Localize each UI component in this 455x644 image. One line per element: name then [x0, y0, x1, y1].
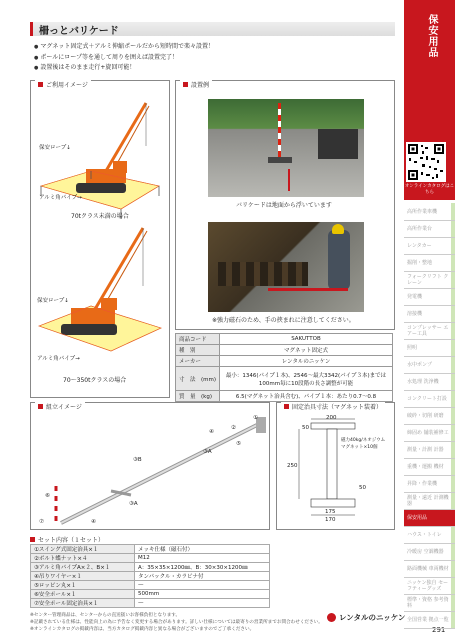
- dim-label: 200: [326, 415, 337, 421]
- set-value: 500mm: [135, 590, 270, 599]
- spec-value: 6.5(マグネット治具含む)、パイプ１本：あたり0.7〜0.8: [220, 391, 393, 402]
- crane-illustration-small: [31, 91, 171, 226]
- feature-bullet: ● ポールにロープ等を通して周りを囲えば設置完了！: [34, 53, 374, 64]
- sidebar-item[interactable]: ニッケン独自 セーフティーグッズ: [404, 578, 455, 595]
- table-row: [31, 545, 270, 554]
- pipe-label: アルミ角パイプ→: [39, 195, 82, 201]
- nav-strip: [451, 221, 455, 237]
- set-value: —: [135, 599, 270, 608]
- sidebar-item[interactable]: 水処理 洗浄機: [404, 374, 455, 391]
- footnote: ※センター管理商品は、センターからの直送扱いお客様負担となります。: [30, 613, 181, 618]
- spec-value: マグネット固定式: [220, 345, 393, 356]
- sidebar-item-active[interactable]: 保安用品: [404, 510, 455, 527]
- spec-value: レンタルのニッケン: [220, 356, 393, 367]
- rope-label: 保安ロープ↓: [37, 298, 69, 304]
- nav-strip: [451, 272, 455, 288]
- sidebar-item[interactable]: 測量・計測 計器: [404, 442, 455, 459]
- install-photo-2: [208, 222, 364, 312]
- table-row: [31, 554, 270, 563]
- nav-strip: [451, 527, 455, 543]
- sidebar-item[interactable]: 掘削・整地: [404, 255, 455, 272]
- set-value: M12: [135, 554, 270, 563]
- set-item: ①スイング式固定治具×１: [31, 545, 135, 554]
- sidebar-item[interactable]: レンタカー: [404, 238, 455, 255]
- caption-small-crane: 70tクラス未満の場合: [71, 213, 129, 220]
- usage-heading: ご利用イメージ: [35, 80, 91, 89]
- nav-strip: [451, 289, 455, 305]
- sidebar-item[interactable]: 冷暖房 空調機器: [404, 544, 455, 561]
- sidebar-item[interactable]: 締固め 舗装補修工: [404, 425, 455, 442]
- qr-code[interactable]: [406, 142, 446, 182]
- nav-strip: [451, 408, 455, 424]
- set-item: ④吊りワイヤー×１: [31, 572, 135, 581]
- set-item: ②ボルト蝶ナット×４: [31, 554, 135, 563]
- sidebar-item[interactable]: 溶接機: [404, 306, 455, 323]
- assembly-label: ⑦: [39, 519, 44, 525]
- install-heading: 設置例: [180, 80, 212, 89]
- page-title: 柵っとバリケード: [39, 25, 119, 37]
- sidebar-item[interactable]: 路面機械 車両機材: [404, 561, 455, 578]
- set-table: [30, 544, 270, 608]
- install-caption-2: ※強力磁石のため、手の挟まれに注意してください。: [212, 317, 355, 324]
- install-panel: [175, 80, 395, 330]
- spec-key: 商品コード: [176, 334, 220, 345]
- table-row: [31, 599, 270, 608]
- spec-table: [175, 333, 393, 402]
- nav-strip: [451, 544, 455, 560]
- sidebar-item[interactable]: 重機・運搬 機材: [404, 459, 455, 476]
- page-number: 291: [432, 626, 446, 634]
- install-photo-1: [208, 99, 364, 197]
- assembly-label: ③A: [129, 501, 138, 507]
- feature-bullet: ● 設置後はそのまま走行+旋回可能！: [34, 63, 374, 74]
- assembly-label: ⑤: [236, 441, 241, 447]
- fixing-jig-panel: [276, 402, 395, 530]
- sidebar-item[interactable]: コンクリート打設: [404, 391, 455, 408]
- logo-mark-icon: [327, 613, 336, 622]
- nav-strip: [451, 459, 455, 475]
- sidebar-item[interactable]: 発電機: [404, 289, 455, 306]
- footnote: ※記載されている仕様は、性能向上の為に予告なく変更する場合があります。詳しい仕様については最寄りの営業所までお問合わせください。: [30, 620, 323, 625]
- page-title-bar: [30, 22, 395, 36]
- assembly-label: ⑥: [45, 493, 50, 499]
- usage-panel: [30, 80, 170, 398]
- spec-row: [176, 334, 393, 345]
- assembly-panel: [30, 402, 270, 530]
- nav-strip: [451, 340, 455, 356]
- category-title: 保安用品: [426, 14, 437, 58]
- table-row: [31, 590, 270, 599]
- nav-strip: [451, 476, 455, 492]
- sidebar-item[interactable]: 水中ポンプ: [404, 357, 455, 374]
- company-logo: [327, 612, 405, 623]
- footnote: ※オンラインカタログの掲載内容は、当方カタログ掲載内容と異なる場合がございますのでご了承ください。: [30, 627, 255, 632]
- feature-bullet: ● マグネット固定式＋アルミ伸縮ポールだから短時間で楽々設置！: [34, 42, 374, 53]
- sidebar-item[interactable]: 全国営業 拠点一覧: [404, 612, 455, 629]
- set-item: ⑥安全ポール×１: [31, 590, 135, 599]
- fixing-jig-heading: 固定治具寸法（マグネット装着）: [281, 402, 385, 411]
- spec-row: [176, 367, 393, 391]
- spec-key: 種 別: [176, 345, 220, 356]
- pipe-label: アルミ角パイプ→: [37, 356, 80, 362]
- nav-strip: [451, 255, 455, 271]
- magnet-note-1: 磁力40kg/ネオジウム: [341, 438, 386, 443]
- table-row: [31, 563, 270, 572]
- set-item: ③アルミ角パイプA×２、B×１: [31, 563, 135, 572]
- heading-marker: [30, 537, 35, 542]
- rope-label: 保安ロープ↓: [39, 145, 71, 151]
- spec-key: メーカー: [176, 356, 220, 367]
- spec-key: 質 量 (kg): [176, 391, 220, 402]
- heading-marker: [284, 404, 289, 409]
- logo-text: レンタルのニッケン: [339, 613, 406, 622]
- sidebar-item[interactable]: 測量・遠近 計測機器: [404, 493, 455, 510]
- sidebar-item[interactable]: 照明: [404, 340, 455, 357]
- table-row: [31, 581, 270, 590]
- sidebar-item[interactable]: コンプレッサー エアー工具: [404, 323, 455, 340]
- nav-strip: [451, 357, 455, 373]
- nav-strip: [451, 323, 455, 339]
- sidebar-item[interactable]: 標準・資格 参考資料: [404, 595, 455, 612]
- sidebar-item[interactable]: フォークリフト クレーン: [404, 272, 455, 289]
- assembly-heading: 組立イメージ: [35, 402, 85, 411]
- nav-strip: [451, 493, 455, 509]
- spec-value: SAKUTTOB: [220, 334, 393, 345]
- nav-strip: [451, 203, 455, 220]
- set-value: メッキ仕様（磁石付）: [135, 545, 270, 554]
- sidebar-item[interactable]: ハウス・トイレ: [404, 527, 455, 544]
- fixing-jig-drawing: [277, 413, 396, 531]
- qr-code-icon: [406, 142, 446, 182]
- nav-strip: [451, 374, 455, 390]
- set-heading: セット内容（１セット）: [30, 535, 104, 544]
- nav-strip: [451, 510, 455, 526]
- nav-strip: [451, 578, 455, 594]
- dim-label: 50: [359, 485, 366, 491]
- caption-large-crane: 70〜350tクラスの場合: [63, 377, 127, 384]
- install-caption-1: バリケードは地面から浮いています: [236, 202, 332, 209]
- set-value: タンパックル・カラビナ付: [135, 572, 270, 581]
- assembly-label: ③B: [133, 457, 142, 463]
- set-item: ⑤ロッピン丸×１: [31, 581, 135, 590]
- nav-strip: [451, 561, 455, 577]
- nav-strip: [451, 612, 455, 628]
- sidebar-item[interactable]: 高所作業台: [404, 221, 455, 238]
- side-navigation: [404, 203, 455, 629]
- dim-label: 50: [302, 425, 309, 431]
- spec-row: [176, 345, 393, 356]
- heading-marker: [183, 82, 188, 87]
- nav-strip: [451, 425, 455, 441]
- sidebar-item[interactable]: 高所作業車機: [404, 203, 455, 221]
- assembly-label: ③A: [203, 449, 212, 455]
- assembly-label: ④: [209, 429, 214, 435]
- feature-bullets: [34, 42, 374, 74]
- heading-marker: [38, 404, 43, 409]
- sidebar-item[interactable]: 昇降・作業機: [404, 476, 455, 493]
- magnet-note-2: マグネット×10個: [341, 445, 378, 450]
- assembly-label: ②: [231, 425, 236, 431]
- dim-label: 175: [325, 509, 336, 515]
- spec-key: 寸 法 (mm): [176, 367, 220, 391]
- spec-row: [176, 391, 393, 402]
- table-row: [31, 572, 270, 581]
- assembly-label: ④: [91, 519, 96, 525]
- spec-value: 最小：1346(パイプ１本)、2546〜最大3342(パイプ３本)までは100mm毎に10段階の長さ調整が可能: [220, 367, 393, 391]
- nav-strip: [451, 442, 455, 458]
- spec-row: [176, 356, 393, 367]
- nav-strip: [451, 306, 455, 322]
- dim-label: 170: [325, 517, 336, 523]
- nav-strip: [451, 238, 455, 254]
- set-value: A：35×35×1200㎜、B：30×30×1200㎜: [135, 563, 270, 572]
- nav-strip: [451, 595, 455, 611]
- dim-label: 250: [287, 463, 298, 469]
- set-item: ⑦安全ポール固定治具×１: [31, 599, 135, 608]
- qr-caption: オンラインカタログはこちら: [404, 184, 455, 195]
- assembly-label: ①: [253, 415, 258, 421]
- nav-strip: [451, 391, 455, 407]
- sidebar-item[interactable]: 破砕・切削 研磨: [404, 408, 455, 425]
- set-value: —: [135, 581, 270, 590]
- heading-marker: [38, 82, 43, 87]
